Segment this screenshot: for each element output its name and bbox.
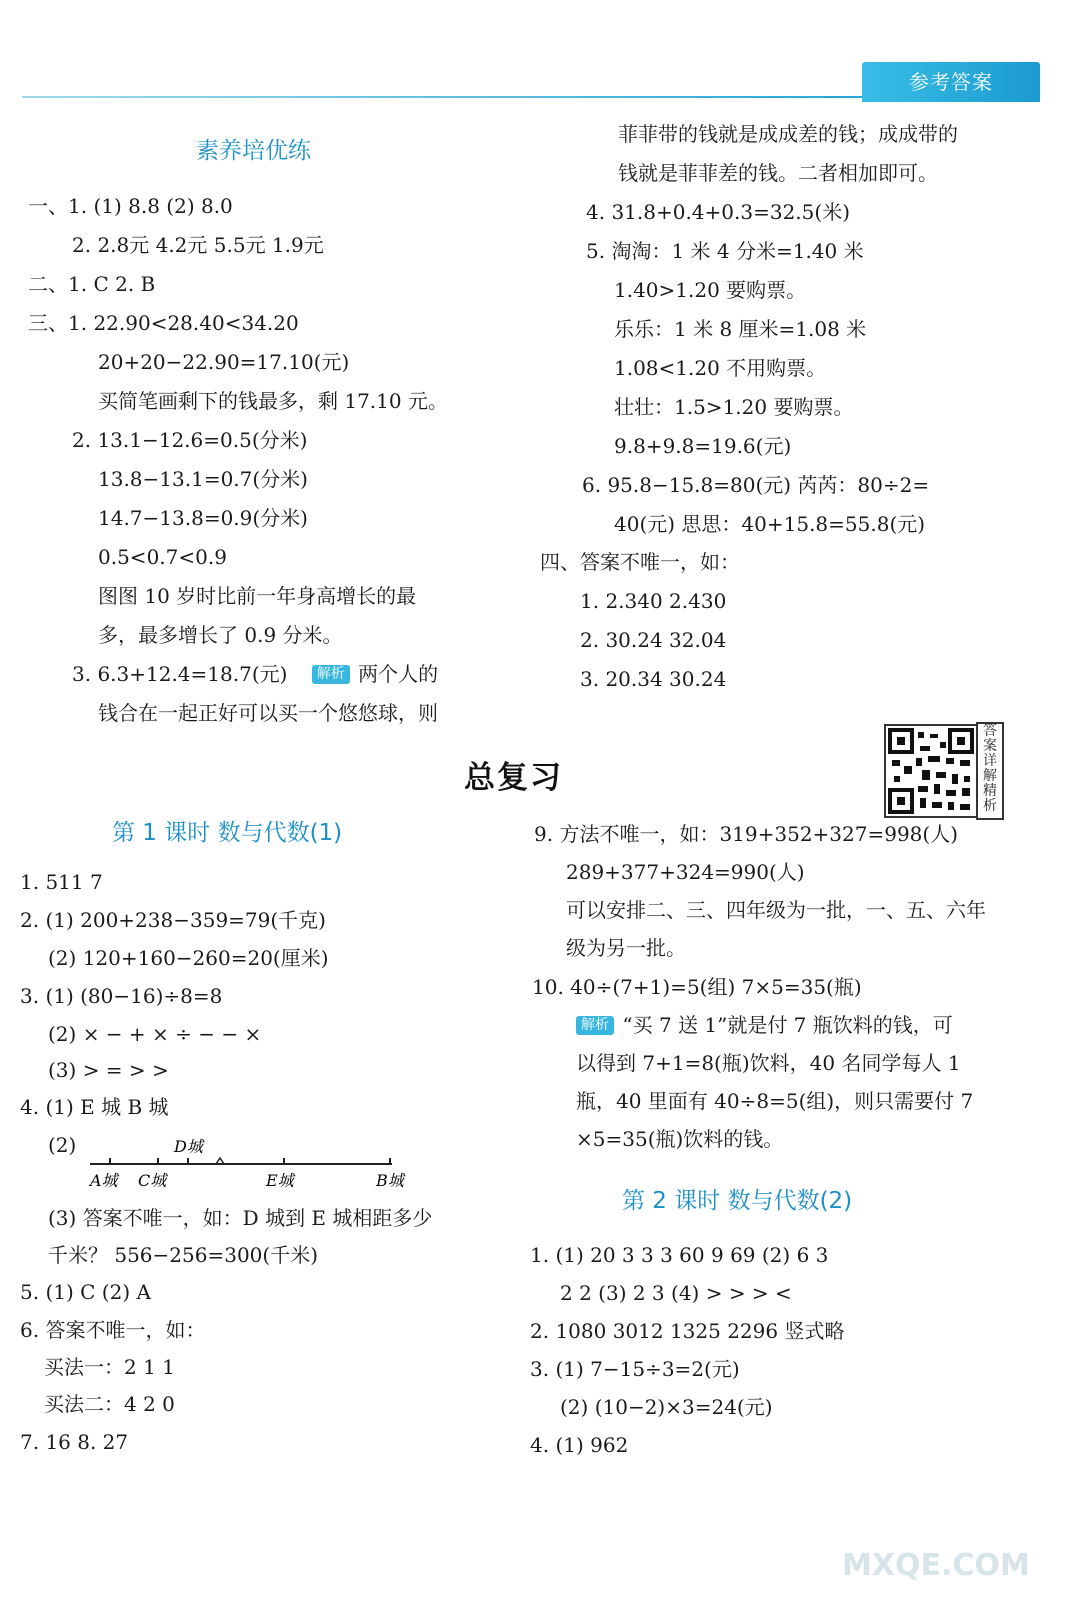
review-title: 总复习 [464, 760, 563, 796]
k1-line-3: (2) 120+160−260=20(厘米) [48, 946, 329, 970]
k1-line-13: 买法一：2 1 1 [44, 1355, 175, 1379]
label-a: A城 [90, 1171, 118, 1190]
k1-r-line-7: 以得到 7+1=8(瓶)饮料，40 名同学每人 1 [576, 1051, 961, 1075]
s1-line-9: 14.7−13.8=0.9(分米) [98, 506, 308, 530]
s1-line-3: 二、1. C 2. B [28, 272, 156, 296]
qr-code[interactable] [884, 724, 978, 818]
s1-line-4: 三、1. 22.90<28.40<34.20 [28, 311, 299, 335]
k1-line-10: 千米？ 556−256=300(千米) [48, 1243, 318, 1267]
s1-line-14: 钱合在一起正好可以买一个悠悠球，则 [98, 701, 438, 725]
s1-r-line-14: 2. 30.24 32.04 [580, 628, 727, 652]
k2-line-4: 3. (1) 7−15÷3=2(元) [530, 1357, 740, 1381]
s1-line-13 [72, 662, 438, 686]
s1-r-line-8: 壮壮：1.5>1.20 要购票。 [614, 395, 854, 419]
qr-code-pattern [886, 726, 976, 816]
k1-line-8: (2) [48, 1133, 77, 1157]
s1-q3-text: 3. 6.3+12.4=18.7(元) [72, 662, 288, 686]
s1-r-line-6: 乐乐：1 米 8 厘米=1.08 米 [614, 317, 867, 341]
k1-r-line-8: 瓶，40 里面有 40÷8=5(组)，则只需要付 7 [576, 1089, 974, 1113]
k1-line-14: 买法二：4 2 0 [44, 1392, 175, 1416]
k1-line-4: 3. (1) (80−16)÷8=8 [20, 984, 223, 1008]
s1-r-line-15: 3. 20.34 30.24 [580, 667, 727, 691]
label-c: C城 [138, 1171, 167, 1190]
s1-line-1: 一、1. (1) 8.8 (2) 8.0 [28, 194, 233, 218]
k1-r-line-2: 289+377+324=990(人) [566, 860, 805, 884]
k1-r-line-6 [576, 1013, 953, 1037]
k2-line-2: 2 2 (3) 2 3 (4) > > > < [560, 1281, 792, 1305]
s1-line-12: 多，最多增长了 0.9 分米。 [98, 623, 343, 647]
s1-r-line-2: 钱就是菲菲差的钱。二者相加即可。 [618, 161, 938, 185]
k1-line-15: 7. 16 8. 27 [20, 1430, 129, 1454]
jiexi-badge: 解析 [576, 1016, 614, 1035]
s1-r-line-3: 4. 31.8+0.4+0.3=32.5(米) [586, 200, 850, 224]
k1-line-6: (3) > = > > [48, 1058, 169, 1082]
k1-q10-note: “买 7 送 1”就是付 7 瓶饮料的钱，可 [622, 1013, 953, 1037]
s1-line-7: 2. 13.1−12.6=0.5(分米) [72, 428, 308, 452]
k1-line-12: 6. 答案不唯一，如： [20, 1318, 206, 1342]
k1-line-11: 5. (1) C (2) A [20, 1280, 151, 1304]
s1-r-line-9: 9.8+9.8=19.6(元) [614, 434, 792, 458]
k1-r-line-5: 10. 40÷(7+1)=5(组) 7×5=35(瓶) [532, 975, 862, 999]
s1-line-5: 20+20−22.90=17.10(元) [98, 350, 350, 374]
k1-line-1: 1. 511 7 [20, 870, 103, 894]
k2-line-3: 2. 1080 3012 1325 2296 竖式略 [530, 1319, 845, 1343]
answer-key-tab: 参考答案 [862, 62, 1040, 102]
s1-line-2: 2. 2.8元 4.2元 5.5元 1.9元 [72, 233, 324, 257]
k2-line-5: (2) (10−2)×3=24(元) [560, 1395, 773, 1419]
k1-line-7: 4. (1) E 城 B 城 [20, 1095, 169, 1119]
s1-r-line-10: 6. 95.8−15.8=80(元) 芮芮：80÷2= [582, 473, 930, 497]
city-number-line [80, 1134, 420, 1196]
s1-r-line-13: 1. 2.340 2.430 [580, 589, 727, 613]
s1-line-6: 买简笔画剩下的钱最多，剩 17.10 元。 [98, 389, 448, 413]
section-title-suyang: 素养培优练 [196, 138, 311, 164]
s1-r-line-4: 5. 淘淘：1 米 4 分米=1.40 米 [586, 239, 864, 263]
k1-r-line-3: 可以安排二、三、四年级为一批，一、五、六年 [566, 898, 986, 922]
k1-line-9: (3) 答案不唯一，如：D 城到 E 城相距多少 [48, 1206, 433, 1230]
s1-r-line-1: 菲菲带的钱就是成成差的钱；成成带的 [618, 122, 958, 146]
s1-r-line-11: 40(元) 思思：40+15.8=55.8(元) [614, 512, 926, 536]
s1-line-11: 图图 10 岁时比前一年身高增长的最 [98, 584, 417, 608]
s1-r-line-7: 1.08<1.20 不用购票。 [614, 356, 827, 380]
k1-r-line-1: 9. 方法不唯一，如：319+352+327=998(人) [534, 822, 959, 846]
label-b: B城 [376, 1171, 404, 1190]
qr-label: 答案详解精析 [976, 722, 1004, 820]
lesson-1-title: 第 1 课时 数与代数(1) [112, 820, 343, 846]
s1-r-line-12: 四、答案不唯一，如： [540, 550, 740, 574]
k1-r-line-9: ×5=35(瓶)饮料的钱。 [576, 1127, 784, 1151]
s1-line-10: 0.5<0.7<0.9 [98, 545, 227, 569]
watermark: MXQE.COM [842, 1548, 1030, 1583]
k2-line-6: 4. (1) 962 [530, 1433, 629, 1457]
s1-r-line-5: 1.40>1.20 要购票。 [614, 278, 807, 302]
k1-line-5: (2) × − + × ÷ − − × [48, 1022, 262, 1046]
s1-line-8: 13.8−13.1=0.7(分米) [98, 467, 308, 491]
k1-r-line-4: 级为另一批。 [566, 936, 686, 960]
jiexi-badge: 解析 [312, 665, 350, 684]
k1-line-2: 2. (1) 200+238−359=79(千克) [20, 908, 326, 932]
s1-q3-note: 两个人的 [358, 662, 439, 686]
header-rule [22, 96, 872, 98]
lesson-2-title: 第 2 课时 数与代数(2) [622, 1188, 853, 1214]
k2-line-1: 1. (1) 20 3 3 3 60 9 69 (2) 6 3 [530, 1243, 829, 1267]
label-e: E城 [266, 1171, 294, 1190]
label-d: D城 [174, 1137, 203, 1156]
